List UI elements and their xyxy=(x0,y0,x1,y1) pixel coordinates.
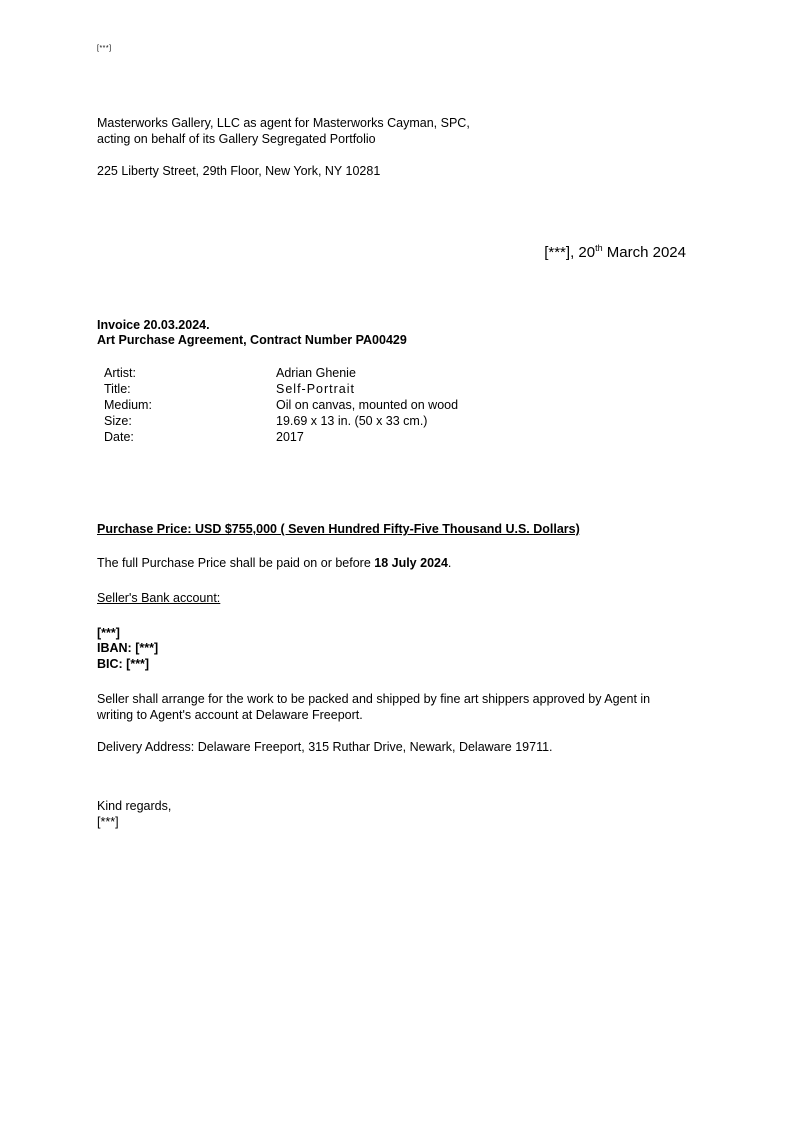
recipient-line-2: acting on behalf of its Gallery Segregated Portfolio xyxy=(97,132,376,146)
delivery-address: Delivery Address: Delaware Freeport, 315 Ruthar Drive, Newark, Delaware 19711. xyxy=(97,740,553,754)
bank-name: [***] xyxy=(97,626,120,640)
payment-end: . xyxy=(447,556,452,570)
payment-terms xyxy=(97,556,451,570)
recipient-address: 225 Liberty Street, 29th Floor, New York, NY 10281 xyxy=(97,164,381,178)
recipient-line-1: Masterworks Gallery, LLC as agent for Masterworks Cayman, SPC, xyxy=(97,116,470,130)
bank-bic: BIC: [***] xyxy=(97,657,150,671)
date-prefix: [***], 20 xyxy=(544,244,596,261)
agreement-title: Art Purchase Agreement, Contract Number PA00429 xyxy=(97,333,407,347)
medium-value: Oil on canvas, mounted on wood xyxy=(276,398,459,412)
purchase-price-heading: Purchase Price: USD $755,000 ( Seven Hundred Fifty-Five Thousand U.S. Dollars) xyxy=(97,522,580,536)
bank-account-heading: Seller's Bank account: xyxy=(97,591,221,605)
invoice-title: Invoice 20.03.2024. xyxy=(97,318,210,332)
payment-text: The full Purchase Price shall be paid on or before xyxy=(97,556,375,570)
date-ordinal-suffix: th xyxy=(595,243,603,253)
closing-signature: [***] xyxy=(97,815,119,829)
date-value: 2017 xyxy=(276,430,304,444)
closing-regards: Kind regards, xyxy=(97,799,172,813)
date-label: Date: xyxy=(104,430,134,444)
artist-label: Artist: xyxy=(104,366,136,380)
shipping-line-1: Seller shall arrange for the work to be packed and shipped by fine art shippers approved by Agent in xyxy=(97,692,651,706)
payment-due-date: 18 July 2024 xyxy=(374,556,448,570)
title-value: Self-Portrait xyxy=(276,382,355,396)
bank-iban: IBAN: [***] xyxy=(97,641,159,655)
shipping-line-2: writing to Agent's account at Delaware Freeport. xyxy=(97,708,363,722)
size-label: Size: xyxy=(104,414,132,428)
artist-value: Adrian Ghenie xyxy=(276,366,356,380)
invoice-date xyxy=(544,244,686,261)
medium-label: Medium: xyxy=(104,398,152,412)
header-redaction-mark: [***] xyxy=(97,45,112,52)
title-label: Title: xyxy=(104,382,131,396)
size-value: 19.69 x 13 in. (50 x 33 cm.) xyxy=(276,414,428,428)
date-month-year: March 2024 xyxy=(602,244,686,261)
